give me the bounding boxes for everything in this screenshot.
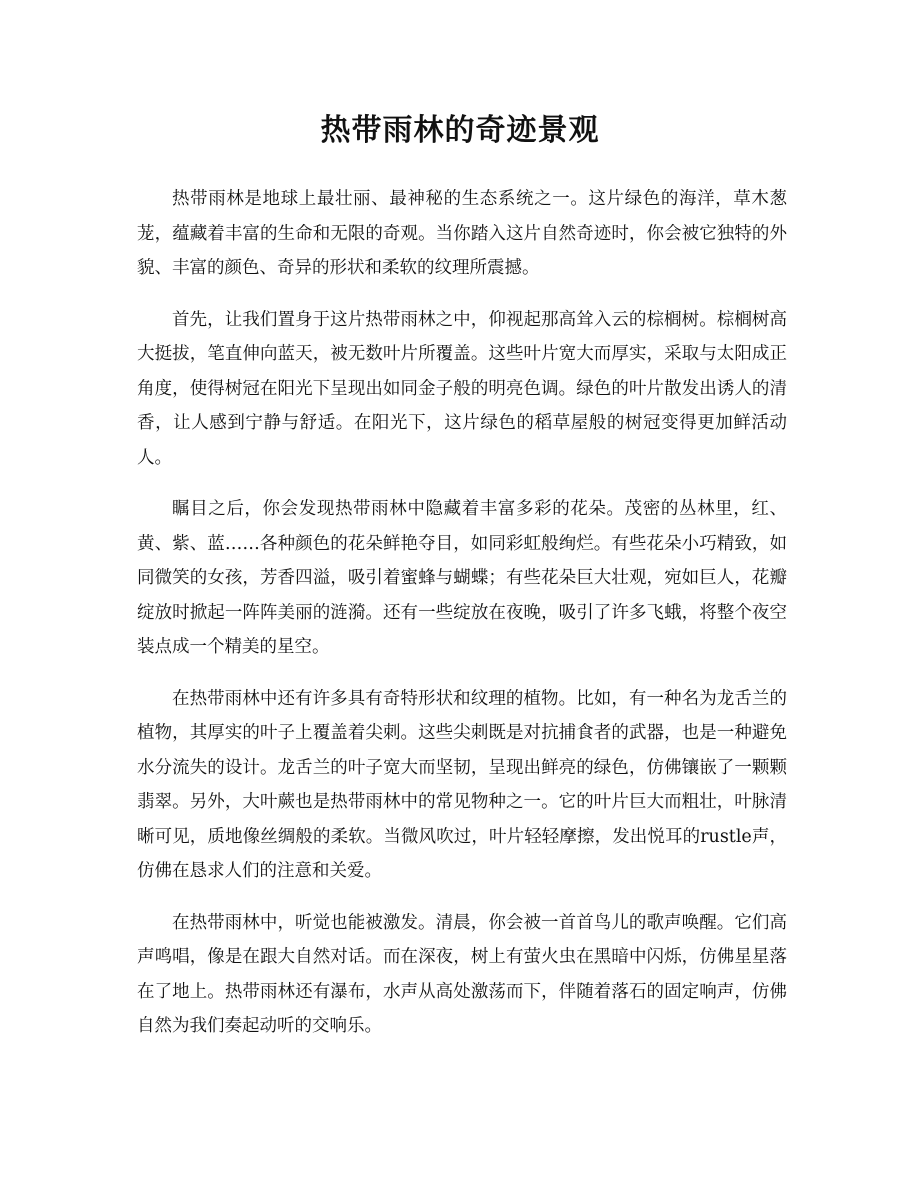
paragraph-1: 热带雨林是地球上最壮丽、最神秘的生态系统之一。这片绿色的海洋，草木葱茏，蕴藏着丰富的生命和无限的奇观。当你踏入这片自然奇迹时，你会被它独特的外貌、丰富的颜色、奇异的形状和柔软的纹理所震撼。 (137, 189, 787, 278)
paragraph-3: 瞩目之后，你会发现热带雨林中隐藏着丰富多彩的花朵。茂密的丛林里，红、黄、紫、蓝……各种颜色的花朵鲜艳夺目，如同彩虹般绚烂。有些花朵小巧精致，如同微笑的女孩，芳香四溢，吸引着蜜蜂与蝴蝶；有些花朵巨大壮观，宛如巨人，花瓣绽放时掀起一阵阵美丽的涟漪。还有一些绽放在夜晚，吸引了许多飞蛾，将整个夜空装点成一个精美的星空。 (137, 499, 787, 657)
paragraph-2: 首先，让我们置身于这片热带雨林之中，仰视起那高耸入云的棕榈树。棕榈树高大挺拔，笔直伸向蓝天，被无数叶片所覆盖。这些叶片宽大而厚实，采取与太阳成正角度，使得树冠在阳光下呈现出如同金子般的明亮色调。绿色的叶片散发出诱人的清香，让人感到宁静与舒适。在阳光下，这片绿色的稻草屋般的树冠变得更加鲜活动人。 (137, 309, 787, 468)
document-title: 热带雨林的奇迹景观 (320, 113, 600, 148)
paragraph-5: 在热带雨林中，听觉也能被激发。清晨，你会被一首首鸟儿的歌声唤醒。它们高声鸣唱，像是在跟大自然对话。而在深夜，树上有萤火虫在黑暗中闪烁，仿佛星星落在了地上。热带雨林还有瀑布，水声从高处激荡而下，伴随着落石的固定响声，仿佛自然为我们奏起动听的交响乐。 (137, 912, 787, 1036)
document-body (137, 182, 787, 1061)
paragraph-4: 在热带雨林中还有许多具有奇特形状和纹理的植物。比如，有一种名为龙舌兰的植物，其厚实的叶子上覆盖着尖刺。这些尖刺既是对抗捕食者的武器，也是一种避免水分流失的设计。龙舌兰的叶子宽大而坚韧，呈现出鲜亮的绿色，仿佛镶嵌了一颗颗翡翠。另外，大叶蕨也是热带雨林中的常见物种之一。它的叶片巨大而粗壮，叶脉清晰可见，质地像丝绸般的柔软。当微风吹过，叶片轻轻摩擦，发出悦耳的rustle声，仿佛在恳求人们的注意和关爱。 (137, 688, 787, 881)
